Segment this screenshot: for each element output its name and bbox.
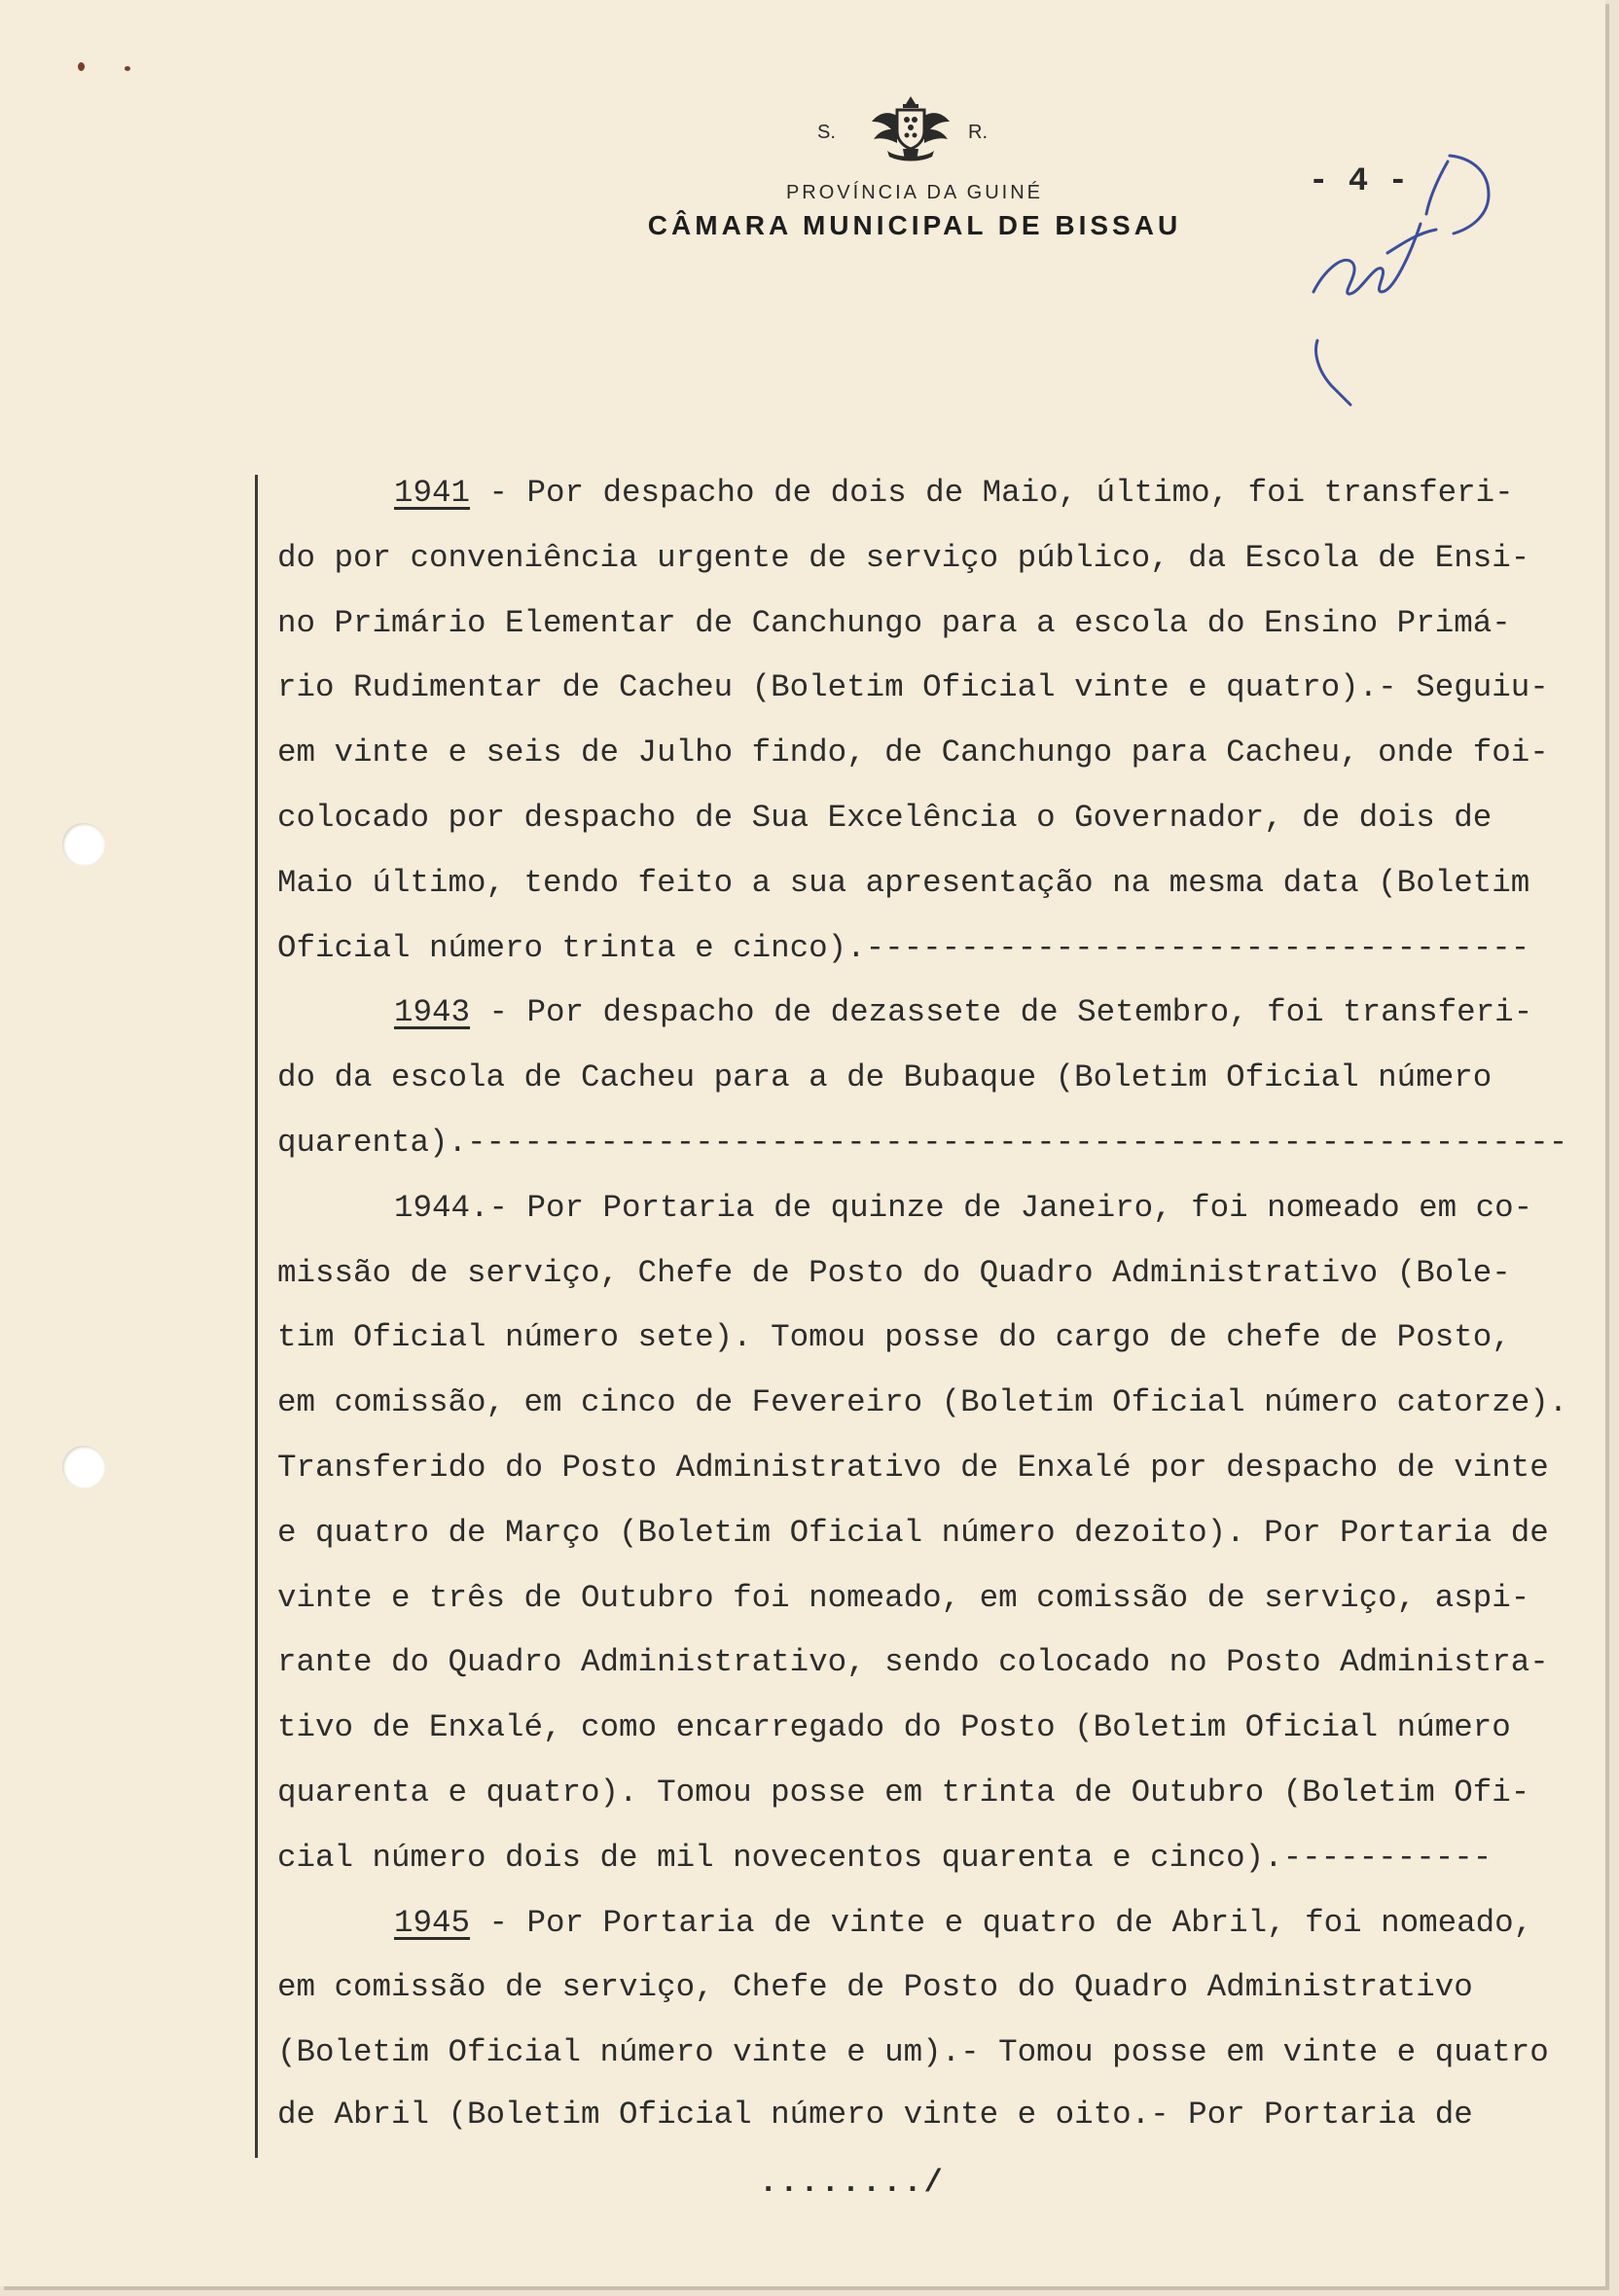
body-line — [277, 1436, 1581, 1501]
body-line — [277, 592, 1581, 657]
body-line — [277, 526, 1581, 592]
letterhead — [525, 92, 1304, 241]
ink-stain — [78, 62, 85, 71]
body-line — [277, 721, 1581, 786]
body-line — [277, 1955, 1581, 2021]
coat-of-arms-icon — [868, 92, 953, 166]
body-line-text: em vinte e seis de Julho findo, de Canchungo para Cacheu, onde foi- — [277, 735, 1549, 771]
body-line — [277, 656, 1581, 721]
body-line-text: - Por despacho de dois de Maio, último, foi transferi- — [470, 475, 1514, 511]
body-line-text: rante do Quadro Administrativo, sendo colocado no Posto Administra- — [277, 1644, 1549, 1681]
body-line — [277, 1501, 1581, 1566]
year-heading: 1943 — [394, 994, 471, 1031]
seal-right-letter: R. — [968, 122, 988, 143]
body-line-text: tim Oficial número sete). Tomou posse do cargo de chefe de Posto, — [277, 1319, 1511, 1356]
body-line — [277, 1566, 1581, 1632]
body-line — [277, 2021, 1581, 2086]
chamber-heading: CÂMARA MUNICIPAL DE BISSAU — [647, 210, 1182, 240]
body-line-text: 1944.- Por Portaria de quinze de Janeiro, foi nomeado em co- — [394, 1189, 1533, 1226]
body-line — [277, 1891, 1581, 1956]
body-line-text: no Primário Elementar de Canchungo para a escola do Ensino Primá- — [277, 604, 1511, 641]
body-line — [277, 461, 1581, 526]
body-line-text: Maio último, tendo feito a sua apresentação na mesma data (Boletim — [277, 864, 1530, 901]
body-line — [277, 1371, 1581, 1436]
body-line-text: colocado por despacho de Sua Excelência o Governador, de dois de — [277, 799, 1493, 836]
punch-hole — [62, 1446, 105, 1489]
body-line — [277, 1696, 1581, 1761]
body-line — [277, 851, 1581, 916]
body-line-text: quarenta).---------------------------------------------------------- — [277, 1124, 1568, 1161]
body-line: de Abril (Boletim Oficial número vinte e oito.- Por Portaria de — [277, 2097, 1473, 2133]
seal-row — [525, 92, 1304, 170]
body-line — [277, 1241, 1581, 1307]
body-line-text: cial número dois de mil novecentos quarenta e cinco).----------- — [277, 1839, 1493, 1876]
body-line-text: Transferido do Posto Administrativo de Enxalé por despacho de vinte — [277, 1449, 1549, 1486]
body-line — [277, 1761, 1581, 1826]
body-line — [277, 1826, 1581, 1891]
body-line — [277, 1306, 1581, 1371]
body-line-text: do por conveniência urgente de serviço público, da Escola de Ensi- — [277, 539, 1530, 576]
body-line — [277, 1176, 1581, 1241]
punch-hole — [62, 823, 105, 866]
body-line-text: quarenta e quatro). Tomou posse em trinta de Outubro (Boletim Ofi- — [277, 1774, 1530, 1811]
body-line — [277, 1111, 1581, 1176]
page-number: - 4 - — [1309, 163, 1409, 200]
handwritten-signature — [1304, 136, 1528, 428]
body-line-text: e quatro de Março (Boletim Oficial número dezoito). Por Portaria de — [277, 1514, 1549, 1551]
body-line-text: do da escola de Cacheu para a de Bubaque (Boletim Oficial número — [277, 1059, 1493, 1096]
body-line-text: em comissão, em cinco de Fevereiro (Boletim Oficial número catorze). — [277, 1384, 1568, 1421]
province-heading: PROVÍNCIA DA GUINÉ — [785, 182, 1044, 203]
body-line — [277, 981, 1581, 1046]
body-line-text: rio Rudimentar de Cacheu (Boletim Oficial vinte e quatro).- Seguiu- — [277, 669, 1549, 706]
body-line-text: - Por Portaria de vinte e quatro de Abril, foi nomeado, — [470, 1904, 1533, 1941]
body-line-text: em comissão de serviço, Chefe de Posto do Quadro Administrativo — [277, 1969, 1473, 2006]
body-line — [277, 1046, 1581, 1111]
body-line — [277, 786, 1581, 851]
body-line-text: - Por despacho de dezassete de Setembro, foi transferi- — [470, 994, 1533, 1031]
year-heading: 1945 — [394, 1904, 471, 1941]
body-line — [277, 916, 1581, 982]
ink-stain — [125, 66, 130, 71]
body-line-text: (Boletim Oficial número vinte e um).- Tomou posse em vinte e quatro — [277, 2034, 1549, 2071]
body-line-text: vinte e três de Outubro foi nomeado, em comissão de serviço, aspi- — [277, 1579, 1530, 1616]
body-line — [277, 1631, 1581, 1696]
body-line-text: tivo de Enxalé, como encarregado do Posto (Boletim Oficial número — [277, 1709, 1511, 1746]
continuation-mark: ......../ — [759, 2165, 945, 2201]
seal-left-letter: S. — [817, 122, 836, 143]
body-line-text: missão de serviço, Chefe de Posto do Quadro Administrativo (Bole- — [277, 1254, 1511, 1291]
margin-rule — [255, 475, 258, 2158]
document-body — [277, 461, 1581, 2086]
body-line-text: Oficial número trinta e cinco).----------------------------------- — [277, 929, 1530, 966]
year-heading: 1941 — [394, 475, 471, 511]
